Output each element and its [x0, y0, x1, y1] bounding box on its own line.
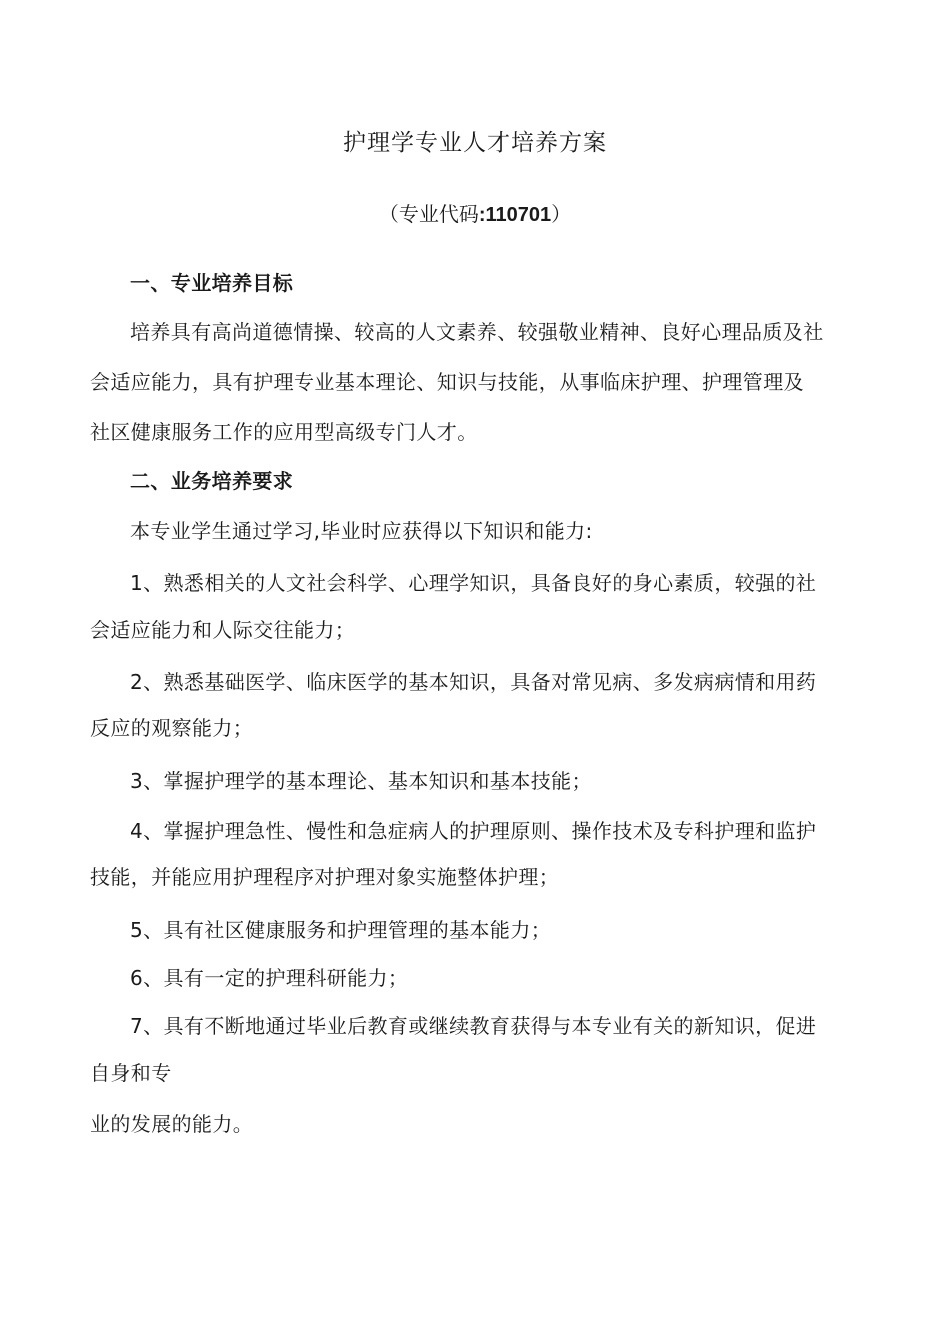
- requirement-item-line: 5、具有社区健康服务和护理管理的基本能力；: [130, 918, 552, 942]
- goals-line: 会适应能力，具有护理专业基本理论、知识与技能，从事临床护理、护理管理及: [90, 370, 804, 394]
- major-code: :110701: [478, 204, 552, 226]
- section-heading-goals: 一、专业培养目标: [130, 271, 294, 295]
- requirement-item-line: 4、掌握护理急性、慢性和急症病人的护理原则、操作技术及专科护理和监护: [130, 819, 817, 843]
- requirement-item-line: 会适应能力和人际交往能力；: [90, 618, 356, 642]
- major-code-line: [0, 200, 950, 229]
- requirement-item-line: 3、掌握护理学的基本理论、基本知识和基本技能；: [130, 769, 592, 793]
- requirement-item-line: 反应的观察能力；: [90, 716, 254, 740]
- major-code-prefix: （专业代码: [378, 202, 479, 226]
- section-heading-requirements: 二、业务培养要求: [130, 469, 294, 493]
- requirement-item-line: 自身和专: [90, 1061, 172, 1085]
- major-code-suffix: ）: [551, 202, 572, 226]
- requirement-item-line: 技能，并能应用护理程序对护理对象实施整体护理；: [90, 865, 560, 889]
- goals-line: 社区健康服务工作的应用型高级专门人才。: [90, 420, 478, 444]
- requirement-item-line: 2、熟悉基础医学、临床医学的基本知识，具备对常见病、多发病病情和用药: [130, 670, 817, 694]
- goals-line: 培养具有高尚道德情操、较高的人文素养、较强敬业精神、良好心理品质及社: [130, 320, 824, 344]
- document-title: 护理学专业人才培养方案: [343, 130, 607, 156]
- requirements-intro: 本专业学生通过学习,毕业时应获得以下知识和能力:: [130, 519, 593, 543]
- requirement-item-line: 业的发展的能力。: [90, 1112, 254, 1136]
- requirement-item-line: 6、具有一定的护理科研能力；: [130, 966, 409, 990]
- requirement-item-line: 7、具有不断地通过毕业后教育或继续教育获得与本专业有关的新知识，促进: [130, 1014, 817, 1038]
- requirement-item-line: 1、熟悉相关的人文社会科学、心理学知识，具备良好的身心素质，较强的社: [130, 571, 817, 595]
